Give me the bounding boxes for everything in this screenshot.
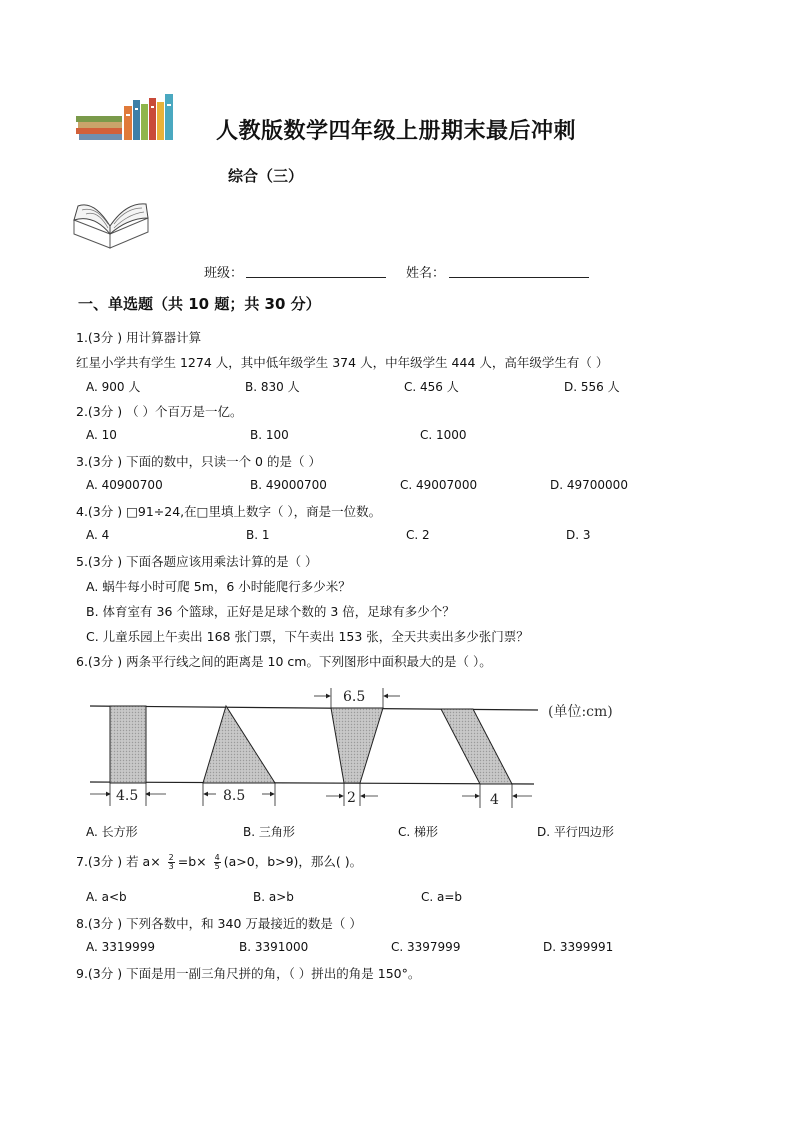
q8-option-c[interactable]: C. 3397999 bbox=[391, 940, 461, 954]
q2-option-b[interactable]: B. 100 bbox=[250, 428, 289, 442]
q4-option-a[interactable]: A. 4 bbox=[86, 528, 110, 542]
q8-option-d[interactable]: D. 3399991 bbox=[543, 940, 614, 954]
question-6-stem: 6.(3分 ) 两条平行线之间的距离是 10 cm。下列图形中面积最大的是（ ）。 bbox=[76, 654, 492, 669]
question-1-stem: 1.(3分 ) 用计算器计算 bbox=[76, 330, 202, 345]
q5-option-b[interactable]: B. 体育室有 36 个篮球，正好是足球个数的 3 倍，足球有多少个？ bbox=[86, 604, 455, 619]
name-label: 姓名： bbox=[406, 266, 446, 281]
q2-option-c[interactable]: C. 1000 bbox=[420, 428, 467, 442]
class-label: 班级： bbox=[204, 266, 244, 281]
unit-label: (单位:cm) bbox=[548, 704, 613, 720]
fraction-2-3: $\frac{2}{3}$ bbox=[168, 853, 174, 871]
section-heading: 一、单选题（共 10 题；共 30 分） bbox=[78, 295, 321, 313]
open-book-icon bbox=[70, 196, 152, 252]
class-field[interactable] bbox=[246, 276, 386, 278]
q7-stem-a: 7.(3分 ) 若 a× bbox=[76, 854, 161, 869]
q1-option-b[interactable]: B. 830 人 bbox=[245, 380, 300, 394]
q1-option-d[interactable]: D. 556 人 bbox=[564, 380, 620, 394]
parallelogram-shape bbox=[441, 709, 512, 784]
question-1-body: 红星小学共有学生 1274 人，其中低年级学生 374 人，中年级学生 444 人，高年级学生有（ ） bbox=[76, 355, 609, 370]
fraction-4-5: $\frac{4}{5}$ bbox=[214, 853, 220, 871]
q4-option-d[interactable]: D. 3 bbox=[566, 528, 591, 542]
name-field[interactable] bbox=[449, 276, 589, 278]
question-9-stem: 9.(3分 ) 下面是用一副三角尺拼的角，（ ）拼出的角是 150°。 bbox=[76, 966, 421, 981]
q6-figure bbox=[86, 684, 646, 814]
q6-option-d[interactable]: D. 平行四边形 bbox=[537, 825, 614, 839]
question-7-stem bbox=[76, 852, 362, 871]
q7-stem-b: =b× bbox=[177, 854, 207, 869]
q1-option-c[interactable]: C. 456 人 bbox=[404, 380, 459, 394]
question-2-stem: 2.(3分 ) （ ）个百万是一亿。 bbox=[76, 404, 243, 419]
page-title: 人教版数学四年级上册期末最后冲刺 bbox=[216, 118, 577, 144]
q3-option-c[interactable]: C. 49007000 bbox=[400, 478, 478, 492]
q6-option-a[interactable]: A. 长方形 bbox=[86, 825, 138, 839]
bottom-parallel-line bbox=[90, 782, 534, 784]
q2-option-a[interactable]: A. 10 bbox=[86, 428, 117, 442]
q7-stem-c: (a>0，b>9)，那么( )。 bbox=[223, 854, 363, 869]
q8-option-a[interactable]: A. 3319999 bbox=[86, 940, 156, 954]
q8-option-b[interactable]: B. 3391000 bbox=[239, 940, 309, 954]
q7-option-b[interactable]: B. a>b bbox=[253, 890, 294, 904]
tri-base-label: 8.5 bbox=[223, 788, 246, 804]
q5-option-c[interactable]: C. 儿童乐园上午卖出 168 张门票，下午卖出 153 张，全天共卖出多少张门票？ bbox=[86, 629, 529, 644]
question-5-stem: 5.(3分 ) 下面各题应该用乘法计算的是（ ） bbox=[76, 554, 318, 569]
para-base-label: 4 bbox=[490, 792, 499, 808]
q1-option-a[interactable]: A. 900 人 bbox=[86, 380, 141, 394]
q7-option-a[interactable]: A. a<b bbox=[86, 890, 127, 904]
q4-option-c[interactable]: C. 2 bbox=[406, 528, 430, 542]
q4-option-b[interactable]: B. 1 bbox=[246, 528, 270, 542]
q7-option-c[interactable]: C. a=b bbox=[421, 890, 463, 904]
trap-top-label: 6.5 bbox=[343, 689, 366, 705]
question-4-stem: 4.(3分 ) □91÷24,在□里填上数字（ ），商是一位数。 bbox=[76, 504, 382, 519]
q3-option-d[interactable]: D. 49700000 bbox=[550, 478, 628, 492]
q3-option-a[interactable]: A. 40900700 bbox=[86, 478, 163, 492]
triangle-shape bbox=[203, 706, 275, 783]
q5-option-a[interactable]: A. 蜗牛每小时可爬 5m，6 小时能爬行多少米？ bbox=[86, 579, 351, 594]
trap-bottom-label: 2 bbox=[347, 790, 356, 806]
rect-width-label: 4.5 bbox=[116, 788, 139, 804]
trapezoid-shape bbox=[331, 708, 383, 783]
page-subtitle: 综合（三） bbox=[228, 167, 304, 185]
q3-option-b[interactable]: B. 49000700 bbox=[250, 478, 327, 492]
question-3-stem: 3.(3分 ) 下面的数中，只读一个 0 的是（ ） bbox=[76, 454, 321, 469]
q6-option-c[interactable]: C. 梯形 bbox=[398, 825, 439, 839]
rectangle-shape bbox=[110, 706, 146, 783]
question-8-stem: 8.(3分 ) 下列各数中，和 340 万最接近的数是（ ） bbox=[76, 916, 362, 931]
q6-option-b[interactable]: B. 三角形 bbox=[243, 825, 295, 839]
books-illustration bbox=[76, 94, 176, 142]
